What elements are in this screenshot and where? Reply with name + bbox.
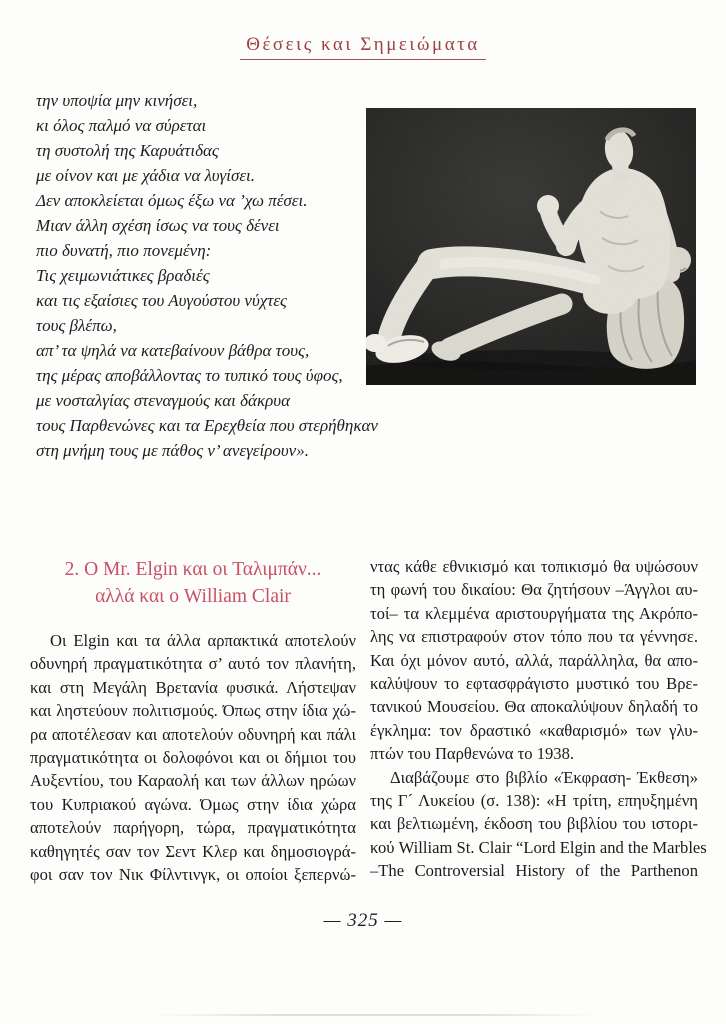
text-line: και στη Μεγάλη Βρετανία φυσικά. Λήστεψαν [30, 677, 356, 697]
left-column [30, 629, 356, 886]
poem-line: Τις χειμωνιάτικες βραδιές [36, 266, 210, 285]
page-header [0, 34, 726, 60]
text-line: ρα αποτέλεσαν και αποτελούν οδυνηρή και πάλι [30, 724, 356, 744]
poem-line: απ’ τα ψηλά να κατεβαίνουν βάθρα τους, [36, 341, 310, 360]
poem-line: κι όλος παλμό να σύρεται [36, 116, 207, 135]
text-line: φοι σαν τον Νικ Φίλντινγκ, οι οποίοι ξεπερνώ- [30, 865, 356, 885]
page-header-title: Θέσεις και Σημειώματα [240, 34, 486, 60]
text-line: ντας κάθε εθνικισμό και τοπικισμό θα υψώσουν [370, 557, 698, 576]
text-line: κού William St. Clair “Lord Elgin and the Marbles [370, 837, 707, 857]
text-line: Οι Elgin και τα άλλα αρπακτικά αποτελούν [50, 631, 356, 650]
section-title-line1: 2. Ο Mr. Elgin και οι Ταλιμπάν... [64, 559, 322, 580]
sculpture-photo [366, 108, 696, 385]
text-line: λης να επιστραφούν στον τόπο που τα γέννησε. [370, 627, 698, 647]
text-line: και ληστεύουν πολιτισμούς. Όπως στην ίδια χώ- [30, 701, 356, 721]
text-line: Διαβάζουμε στο βιβλίο «Έκφραση- Έκθεση» [390, 767, 698, 787]
text-line: της Γ´ Λυκείου (σ. 138): «Η τρίτη, επηυξημένη [370, 791, 698, 811]
poem-line: Μιαν άλλη σχέση ίσως να τους δένει [36, 216, 280, 235]
right-column [370, 555, 707, 883]
page-edge-shadow [150, 1014, 600, 1016]
text-line: οδυνηρή πραγματικότητα σ’ αυτό τον πλανήτη, [30, 654, 356, 674]
page-number: — 325 — [323, 910, 403, 931]
text-line: τη φωνή του δικαίου: Θα ζητήσουν –Άγγλοι αυ- [370, 580, 698, 600]
photo-grain-overlay [366, 108, 696, 385]
section-title-line2: αλλά και ο William Clair [95, 586, 291, 607]
poem-line: της μέρας αποβάλλοντας το τυπικό τους ύφος, [36, 366, 343, 385]
poem-line: Δεν αποκλείεται όμως έξω να ’χω πέσει. [36, 191, 308, 210]
text-line: πτών του Παρθενώνα το 1938. [370, 744, 575, 764]
poem-line: με νοσταλγίας στεναγμούς και δάκρυα [36, 391, 291, 410]
text-line: καθηγητές σαν τον Σεντ Κλερ και δημοσιογρά- [30, 841, 356, 861]
text-line: και βελτιωμένη, έκδοση του βιβλίου του ιστορι- [370, 814, 698, 834]
text-line: έγκλημα: τον δραστικό «καθαρισμό» των γλυ- [370, 720, 698, 740]
text-line: καλύψουν το εφτασφράγιστο μυστικό του Βρε- [370, 674, 698, 694]
poem-line: τους Παρθενώνες και τα Ερεχθεία που στερήθηκαν [36, 416, 378, 435]
poem-line: τους βλέπω, [36, 316, 117, 335]
poem-line: με οίνον και με χάδια να λυγίσει. [36, 166, 255, 185]
poem-line: πιο δυνατή, πιο πονεμένη: [36, 241, 212, 260]
text-line: αποτελούν παρήγορη, τώρα, πραγματικότητα [30, 818, 356, 838]
text-line: πραγματικότητα οι δολοφόνοι και οι δήμιοι του [30, 748, 356, 768]
poem-block [36, 88, 376, 463]
poem-line: στη μνήμη τους με πάθος ν’ ανεγείρουν». [36, 441, 309, 460]
text-line: Αυξεντίου, του Καραολή και των άλλων ηρώων [30, 771, 356, 791]
text-line: –The Controversial History of the Parthenon [370, 861, 698, 881]
text-line: τανικού Μουσείου. Θα αποκαλύψουν δηλαδή το [370, 697, 698, 717]
text-line: του Κυπριακού αγώνα. Όμως στην ίδια χώρα [30, 794, 356, 814]
poem-line: τη συστολή της Καρυάτιδας [36, 141, 219, 160]
section-title [30, 556, 356, 610]
poem-line: και τις εξαίσιες του Αυγούστου νύχτες [36, 291, 287, 310]
poem-line: την υποψία μην κινήσει, [36, 91, 198, 110]
text-line: τοί– τα κλεμμένα αριστουργήματα της Ακρόπο- [370, 603, 698, 623]
text-line: Και όχι μόνον αυτό, αλλά, παράλληλα, θα απο- [370, 650, 698, 670]
